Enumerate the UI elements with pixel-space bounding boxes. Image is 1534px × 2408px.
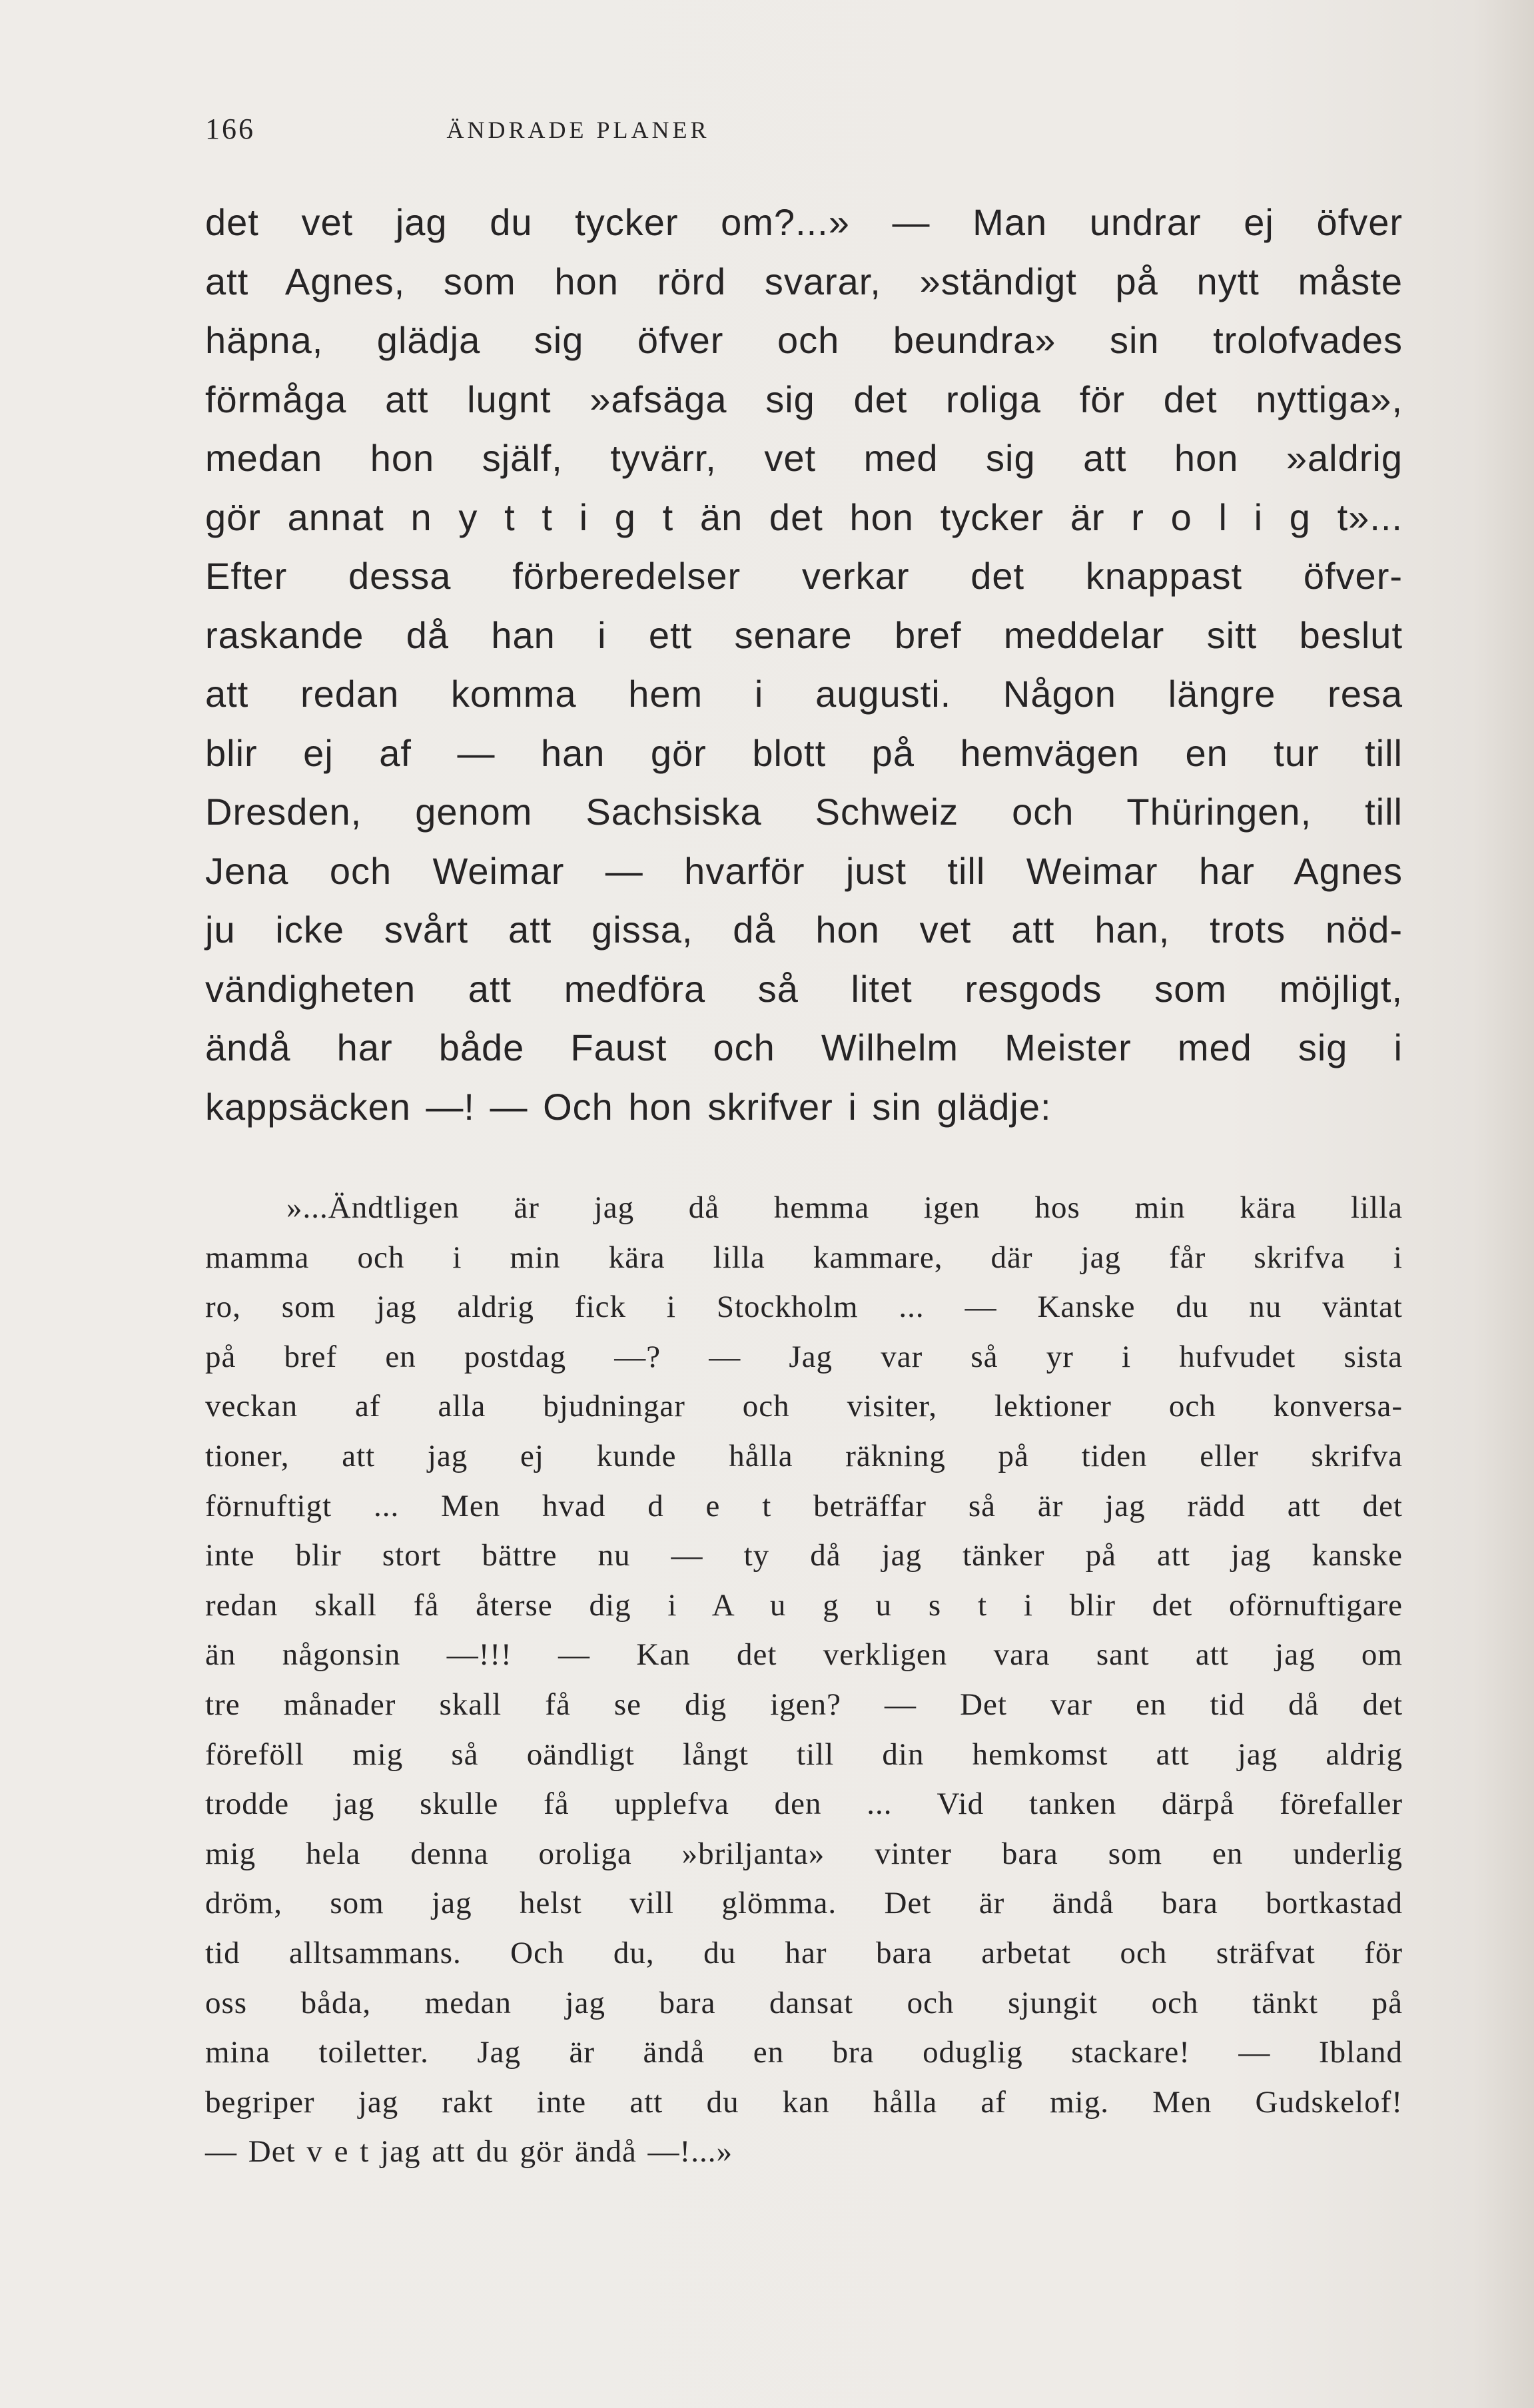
text-line: det vet jag du tycker om?...» — Man undrar ej öfver [205,201,1403,243]
text-line: kappsäcken —! — Och hon skrifver i sin glädje: [205,1085,1052,1128]
quote-line: mig hela denna oroliga »briljanta» vinter bara som en underlig [205,1836,1403,1871]
quote-line: förnuftigt ... Men hvad d e t beträffar så är jag rädd att det [205,1488,1403,1523]
page-number: 166 [205,113,255,145]
quote-line: begriper jag rakt inte att du kan hålla af mig. Men Gudskelof! [205,2084,1403,2120]
text-line: att redan komma hem i augusti. Någon längre resa [205,673,1403,715]
text-line: medan hon själf, tyvärr, vet med sig att hon »aldrig [205,437,1403,479]
text-line: Efter dessa förberedelser verkar det knappast öfver- [205,555,1403,597]
letter-quote [205,1183,1403,2177]
quote-line: oss båda, medan jag bara dansat och sjungit och tänkt på [205,1985,1403,2020]
quote-line: ro, som jag aldrig fick i Stockholm ... — Kanske du nu väntat [205,1290,1403,1325]
page-header [205,112,951,159]
running-head: ÄNDRADE PLANER [446,117,710,143]
text-line: vändigheten att medföra så litet resgods som möjligt, [205,967,1403,1010]
quote-line: på bref en postdag —? — Jag var så yr i hufvudet sista [205,1339,1403,1374]
main-paragraph [205,193,1403,1136]
text-line: ju icke svårt att gissa, då hon vet att han, trots nöd- [205,909,1403,951]
quote-line: trodde jag skulle få upplefva den ... Vid tanken därpå förefaller [205,1787,1403,1822]
quote-line: föreföll mig så oändligt långt till din hemkomst att jag aldrig [205,1737,1403,1772]
text-line: häpna, glädja sig öfver och beundra» sin trolofvades [205,319,1403,361]
text-line: att Agnes, som hon rörd svarar, »ständigt på nytt måste [205,260,1403,302]
quote-line: tid alltsammans. Och du, du har bara arbetat och sträfvat för [205,1935,1403,1970]
text-line: ändå har både Faust och Wilhelm Meister med sig i [205,1026,1403,1068]
text-line: förmåga att lugnt »afsäga sig det roliga för det nyttiga», [205,378,1403,420]
quote-line: tre månader skall få se dig igen? — Det var en tid då det [205,1687,1403,1722]
text-line: blir ej af — han gör blott på hemvägen en tur till [205,731,1403,774]
text-line: Jena och Weimar — hvarför just till Weimar har Agnes [205,849,1403,892]
quote-line: — Det v e t jag att du gör ändå —!...» [205,2134,733,2170]
quote-line: mamma och i min kära lilla kammare, där jag får skrifva i [205,1240,1403,1275]
quote-line: inte blir stort bättre nu — ty då jag tänker på att jag kanske [205,1538,1403,1573]
quote-line: än någonsin —!!! — Kan det verkligen vara sant att jag om [205,1637,1403,1673]
quote-line: redan skall få återse dig i A u g u s t i blir det oförnuftigare [205,1587,1403,1623]
quote-line: »...Ändtligen är jag då hemma igen hos min kära lilla [286,1190,1403,1225]
quote-line: tioner, att jag ej kunde hålla räkning på tiden eller skrifva [205,1438,1403,1473]
text-line: raskande då han i ett senare bref meddelar sitt beslut [205,613,1403,656]
quote-line: mina toiletter. Jag är ändå en bra oduglig stackare! — Ibland [205,2035,1403,2070]
quote-line: dröm, som jag helst vill glömma. Det är ändå bara bortkastad [205,1886,1403,1921]
text-line: Dresden, genom Sachsiska Schweiz och Thüringen, till [205,791,1403,833]
quote-line: veckan af alla bjudningar och visiter, lektioner och konversa- [205,1389,1403,1424]
text-line: gör annat n y t t i g t än det hon tycker är r o l i g t»... [205,496,1403,538]
